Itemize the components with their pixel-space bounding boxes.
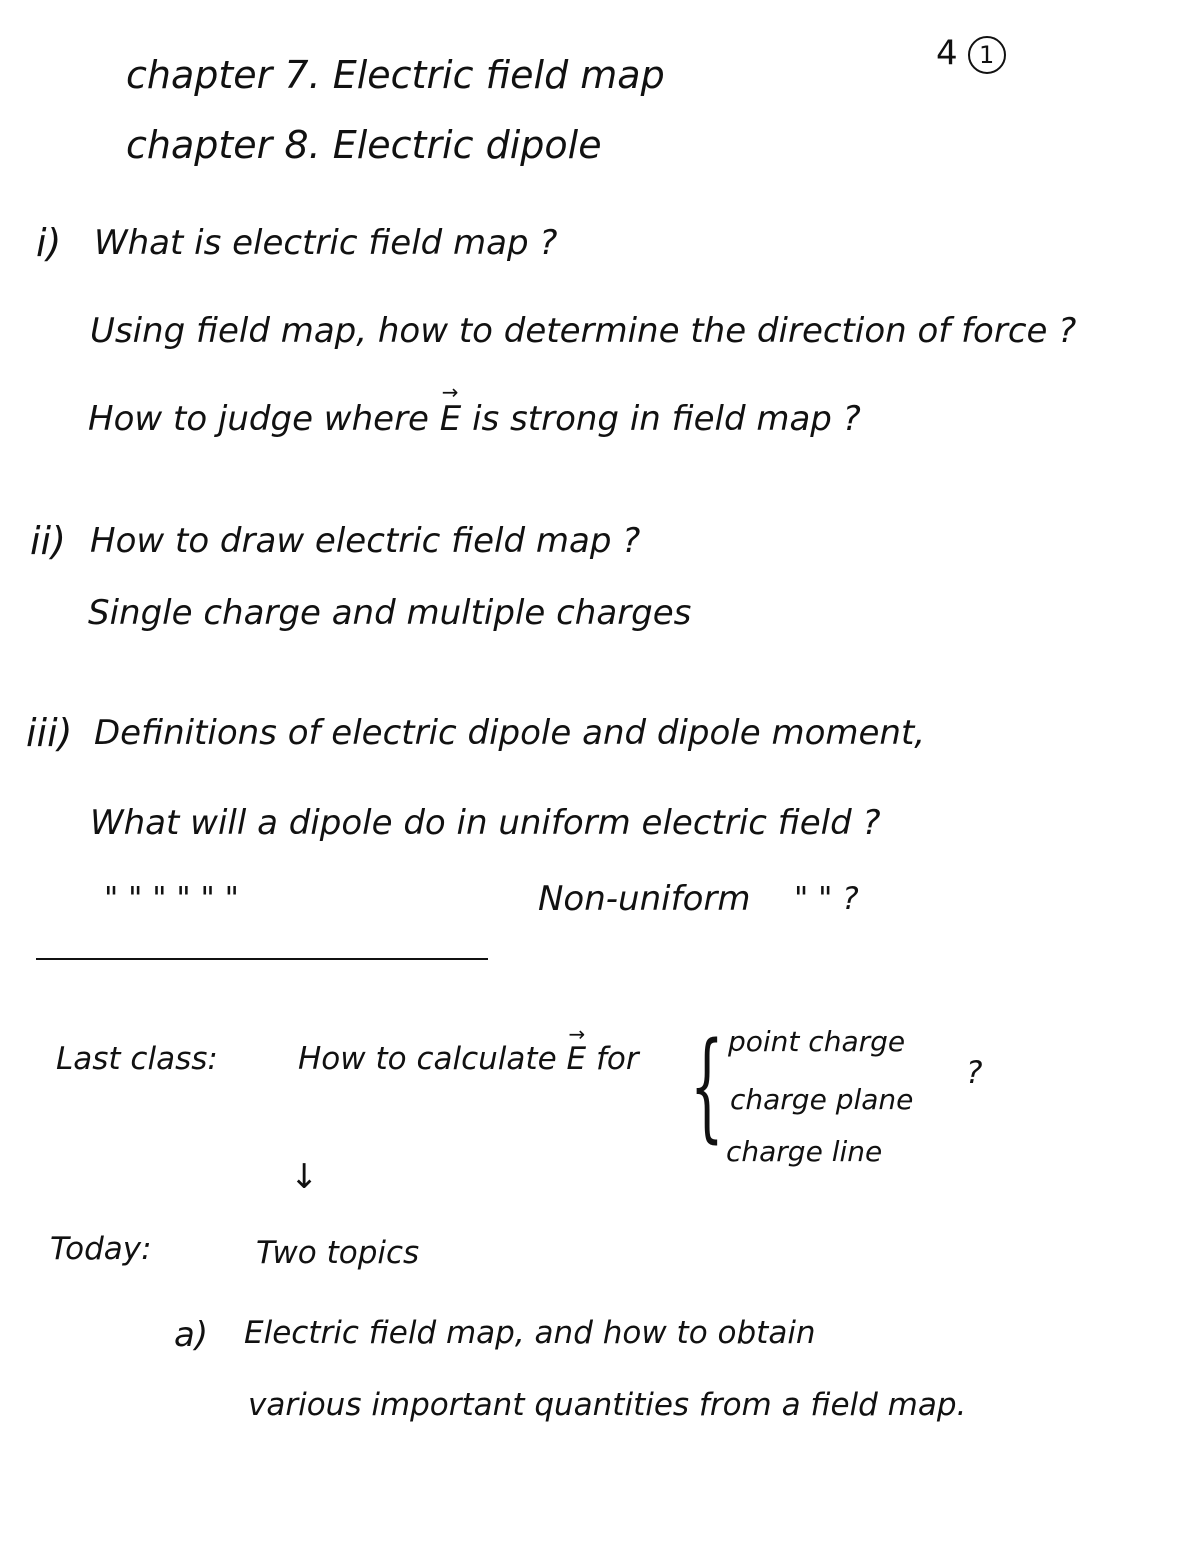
- topic-a-line-1: Electric field map, and how to obtain: [244, 1315, 816, 1351]
- section-3-question-3-word: Non-uniform: [538, 879, 751, 919]
- last-class-text-end: for: [595, 1041, 639, 1077]
- brace-symbol: {: [690, 1016, 724, 1154]
- section-1-question-3: [88, 399, 861, 439]
- last-class-text-start: How to calculate: [298, 1041, 557, 1077]
- page-number-value: 4: [936, 33, 958, 74]
- page-sub-number: 1: [968, 36, 1006, 74]
- section-3-question-1: Definitions of electric dipole and dipole moment,: [94, 713, 926, 753]
- divider-line: [36, 958, 488, 960]
- topic-a-marker: a): [174, 1315, 209, 1355]
- option-point-charge: point charge: [728, 1025, 906, 1058]
- section-1-question-2: Using field map, how to determine the direction of force ?: [90, 311, 1077, 351]
- section-3-marker: iii): [26, 711, 73, 755]
- chapter-7-title: chapter 7. Electric field map: [126, 53, 665, 97]
- section-1-question-3-start: How to judge where: [88, 399, 429, 439]
- section-2-question-1: How to draw electric field map ?: [90, 521, 641, 561]
- topic-a-line-2: various important quantities from a field map.: [248, 1387, 967, 1423]
- today-label: Today:: [50, 1231, 152, 1267]
- e-vector-symbol: → E: [440, 402, 461, 436]
- e-vector-symbol-2: → E: [567, 1044, 587, 1075]
- section-2-marker: ii): [30, 519, 66, 563]
- today-title: Two topics: [256, 1235, 420, 1271]
- section-1-question-1: What is electric field map ?: [94, 223, 558, 263]
- option-charge-plane: charge plane: [730, 1083, 914, 1116]
- chapter-8-title: chapter 8. Electric dipole: [126, 123, 602, 167]
- section-1-marker: i): [36, 221, 62, 265]
- section-1-question-3-end: is strong in field map ?: [472, 399, 861, 439]
- section-3-question-3-end: " " ?: [794, 881, 859, 917]
- option-charge-line: charge line: [726, 1135, 883, 1168]
- section-3-question-3-ditto: " " " " " ": [104, 881, 239, 917]
- last-class-label: Last class:: [56, 1041, 218, 1077]
- page-number: [936, 33, 1006, 74]
- section-2-question-2: Single charge and multiple charges: [88, 593, 692, 633]
- last-class-question-mark: ?: [966, 1055, 983, 1091]
- section-3-question-2: What will a dipole do in uniform electric field ?: [90, 803, 881, 843]
- down-arrow-icon: ↓: [290, 1157, 319, 1197]
- last-class-text: [298, 1041, 639, 1077]
